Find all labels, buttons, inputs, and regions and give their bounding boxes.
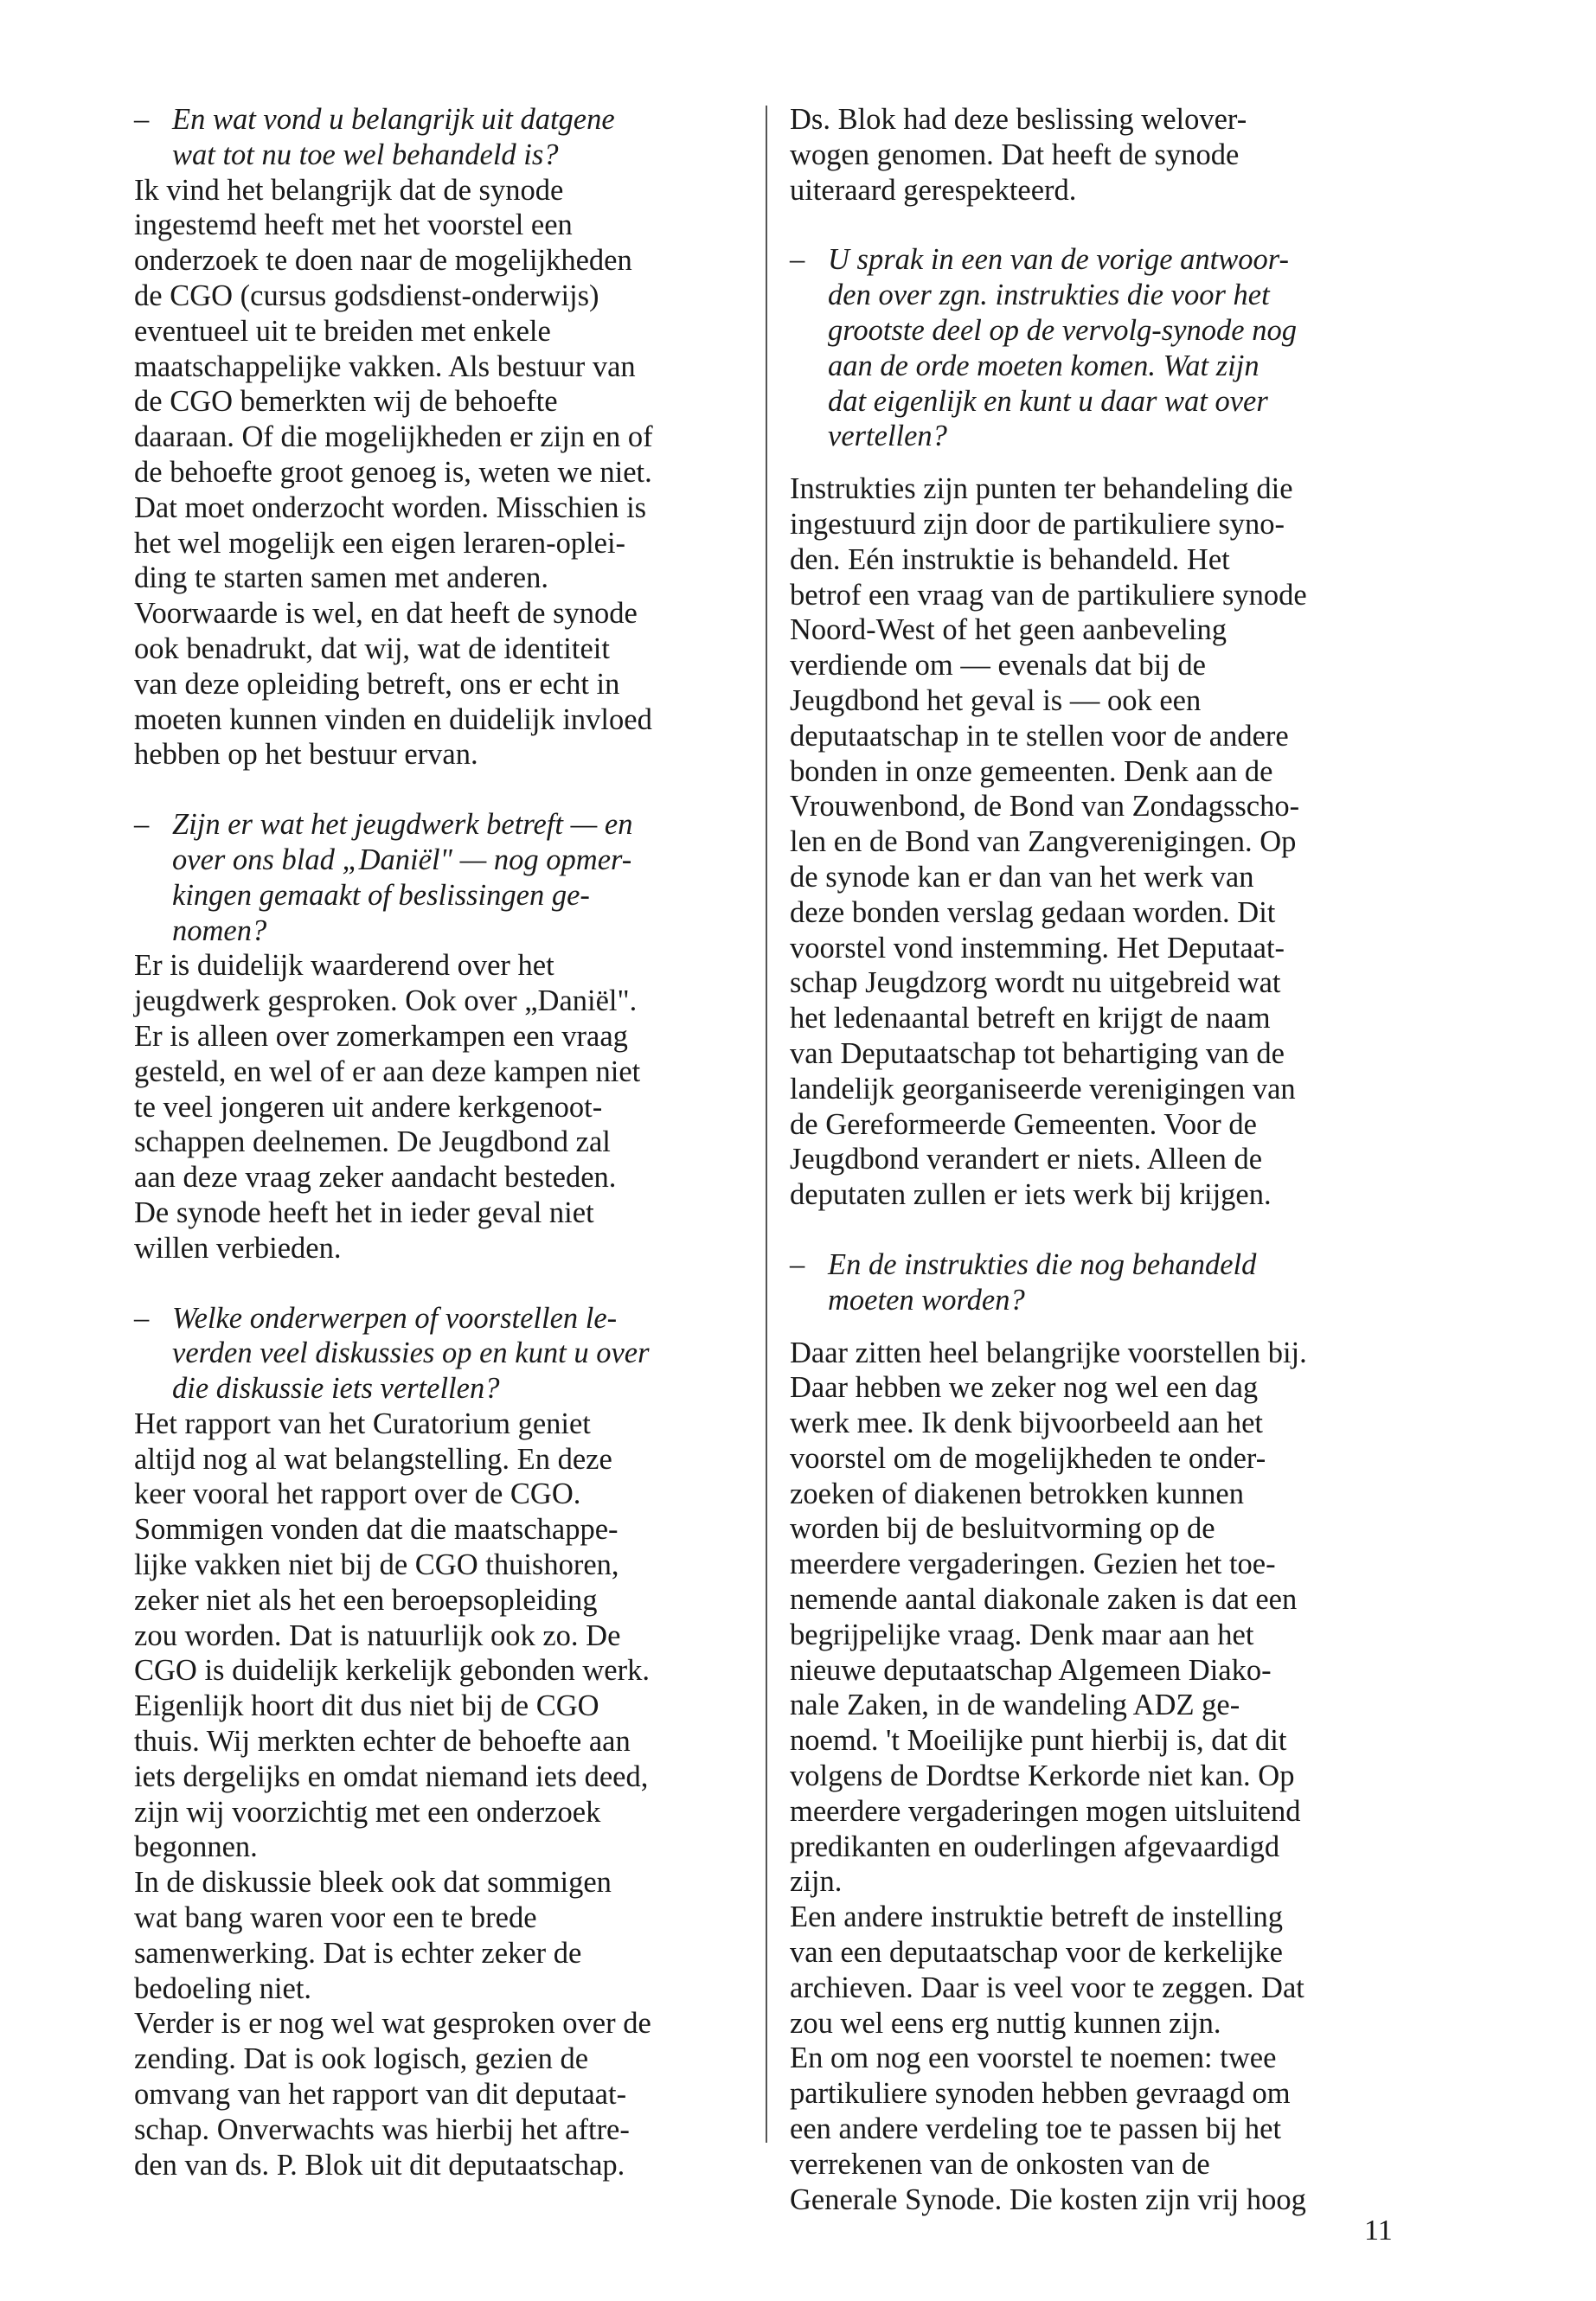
text-line: En de instrukties die nog behandeld [828, 1247, 1257, 1281]
text-line: noemd. 't Moeilijke punt hierbij is, dat dit [790, 1724, 1287, 1758]
text-line: keer vooral het rapport over de CGO. [134, 1477, 581, 1511]
text-line: zending. Dat is ook logisch, gezien de [134, 2042, 589, 2076]
text-line: vertellen? [828, 420, 947, 453]
text-line: dat eigenlijk en kunt u daar wat over [828, 384, 1268, 418]
text-line: Eigenlijk hoort dit dus niet bij de CGO [134, 1689, 599, 1723]
text-line: grootste deel op de vervolg-synode nog [828, 313, 1297, 347]
text-line: een andere verdeling toe te passen bij het [790, 2112, 1282, 2146]
text-line: moeten kunnen vinden en duidelijk invloed [134, 702, 652, 736]
text-line: U sprak in een van de vorige antwoor- [828, 243, 1289, 277]
text-line: predikanten en ouderlingen afgevaardigd [790, 1830, 1280, 1863]
text-line: meerdere vergaderingen. Gezien het toe- [790, 1548, 1276, 1581]
text-line: wat bang waren voor een te brede [134, 1901, 537, 1935]
text-line: ingestuurd zijn door de partikuliere syno- [790, 507, 1285, 541]
question-1 [134, 102, 741, 173]
right-column [790, 102, 1400, 2217]
text-line: Welke onderwerpen of voorstellen le- [172, 1301, 618, 1335]
text-line: zou wel eens erg nuttig kunnen zijn. [790, 2006, 1221, 2040]
text-line: van deze opleiding betreft, ons er echt in [134, 667, 620, 701]
text-line: eventueel uit te breiden met enkele [134, 314, 551, 348]
text-line: van een deputaatschap voor de kerkelijke [790, 1936, 1283, 1970]
text-line: Jeugdbond het geval is — ook een [790, 683, 1202, 717]
text-line: zijn. [790, 1865, 843, 1899]
text-line: den over zgn. instrukties die voor het [828, 279, 1270, 312]
text-line: ingestemd heeft met het voorstel een [134, 208, 573, 242]
text-line: willen verbieden. [134, 1231, 342, 1265]
text-line: nomen? [172, 913, 267, 947]
question-3 [134, 1301, 741, 1407]
text-line: verdiende om — evenals dat bij de [790, 649, 1206, 683]
text-line: deputaatschap in te stellen voor de andere [790, 719, 1289, 753]
text-line: Daar zitten heel belangrijke voorstellen bij. [790, 1336, 1307, 1369]
text-line: kingen gemaakt of beslissingen ge- [172, 878, 590, 912]
text-line: hebben op het bestuur ervan. [134, 738, 478, 772]
text-line: begrijpelijke vraag. Denk maar aan het [790, 1618, 1254, 1651]
text-line: Er is duidelijk waarderend over het [134, 949, 554, 983]
text-line: Ik vind het belangrijk dat de synode [134, 173, 564, 207]
question-5 [790, 1247, 1400, 1318]
text-line: bedoeling niet. [134, 1971, 312, 2005]
answer-1 [134, 173, 741, 773]
text-line: En om nog een voorstel te noemen: twee [790, 2041, 1277, 2075]
text-line: Er is alleen over zomerkampen een vraag [134, 1019, 628, 1053]
text-line: moeten worden? [828, 1283, 1025, 1317]
answer-4 [790, 471, 1400, 1213]
text-line: nieuwe deputaatschap Algemeen Diako- [790, 1653, 1272, 1687]
text-line: partikuliere synoden hebben gevraagd om [790, 2077, 1291, 2111]
text-line: over ons blad „Daniël" — nog opmer- [172, 843, 632, 876]
text-line: den van ds. P. Blok uit dit deputaatschap. [134, 2148, 625, 2182]
text-line: worden bij de besluitvorming op de [790, 1512, 1215, 1546]
text-line: Sommigen vonden dat die maatschappe- [134, 1513, 619, 1547]
text-line: Instrukties zijn punten ter behandeling die [790, 472, 1293, 506]
text-line: de CGO bemerkten wij de behoefte [134, 385, 558, 419]
text-line: aan de orde moeten komen. Wat zijn [828, 349, 1259, 382]
text-line: van Deputaatschap tot behartiging van de [790, 1036, 1285, 1070]
text-line: het ledenaantal betreft en krijgt de naam [790, 1002, 1271, 1035]
text-line: Jeugdbond verandert er niets. Alleen de [790, 1143, 1263, 1176]
text-line: daaraan. Of die mogelijkheden er zijn en of [134, 420, 653, 454]
text-line: ding te starten samen met anderen. [134, 561, 548, 595]
text-line: Generale Synode. Die kosten zijn vrij hoog [790, 2182, 1306, 2216]
text-line: Voorwaarde is wel, en dat heeft de synode [134, 597, 638, 631]
text-line: schap Jeugdzorg wordt nu uitgebreid wat [790, 966, 1281, 1000]
page-number: 11 [1364, 2214, 1393, 2247]
text-line: uiteraard gerespekteerd. [790, 173, 1077, 207]
text-line: Het rapport van het Curatorium geniet [134, 1407, 591, 1440]
text-line: len en de Bond van Zangverenigingen. Op [790, 825, 1297, 859]
text-line: schap. Onverwachts was hierbij het aftre- [134, 2112, 630, 2146]
text-line: thuis. Wij merkten echter de behoefte aan [134, 1725, 631, 1759]
text-line: betrof een vraag van de partikuliere synode [790, 578, 1307, 612]
text-line: De synode heeft het in ieder geval niet [134, 1195, 594, 1229]
text-line: archieven. Daar is veel voor te zeggen. Dat [790, 1971, 1304, 2004]
text-line: altijd nog al wat belangstelling. En deze [134, 1442, 612, 1476]
text-line: te veel jongeren uit andere kerkgenoot- [134, 1090, 603, 1124]
text-line: de synode kan er dan van het werk van [790, 860, 1254, 894]
question-dash: – [134, 1301, 150, 1335]
text-line: jeugdwerk gesproken. Ook over „Daniël". [134, 984, 638, 1018]
text-line: samenwerking. Dat is echter zeker de [134, 1936, 582, 1970]
text-line: Noord-West of het geen aanbeveling [790, 613, 1227, 647]
text-line: onderzoek te doen naar de mogelijkheden [134, 244, 632, 278]
text-line: zijn wij voorzichtig met een onderzoek [134, 1795, 601, 1829]
text-line: verden veel diskussies op en kunt u over [172, 1336, 650, 1370]
text-line: omvang van het rapport van dit deputaat- [134, 2078, 627, 2112]
text-line: maatschappelijke vakken. Als bestuur van [134, 349, 636, 383]
text-line: de CGO (cursus godsdienst-onderwijs) [134, 279, 599, 312]
column-divider [766, 106, 767, 2143]
text-line: Vrouwenbond, de Bond van Zondagsscho- [790, 790, 1300, 824]
answer-2 [134, 948, 741, 1266]
text-line: het wel mogelijk een eigen leraren-oplei- [134, 526, 626, 560]
text-line: de Gereformeerde Gemeenten. Voor de [790, 1107, 1257, 1141]
text-line: Daar hebben we zeker nog wel een dag [790, 1371, 1259, 1405]
text-line: zoeken of diakenen betrokken kunnen [790, 1477, 1244, 1510]
text-line: Een andere instruktie betreft de instelling [790, 1900, 1284, 1934]
text-line: voorstel vond instemming. Het Deputaat- [790, 931, 1285, 965]
text-line: aan deze vraag zeker aandacht besteden. [134, 1161, 617, 1195]
text-line: ook benadrukt, dat wij, wat de identiteit [134, 631, 610, 665]
text-line: CGO is duidelijk kerkelijk gebonden werk. [134, 1654, 650, 1688]
answer-5 [790, 1336, 1400, 2218]
text-line: Ds. Blok had deze beslissing welover- [790, 103, 1247, 136]
text-line: zou worden. Dat is natuurlijk ook zo. De [134, 1618, 621, 1652]
text-line: Dat moet onderzocht worden. Misschien is [134, 490, 647, 524]
text-line: lijke vakken niet bij de CGO thuishoren, [134, 1548, 619, 1582]
text-line: nale Zaken, in de wandeling ADZ ge- [790, 1689, 1240, 1722]
question-2 [134, 807, 741, 948]
text-line: Zijn er wat het jeugdwerk betreft — en [172, 808, 633, 842]
question-4 [790, 242, 1400, 454]
text-line: volgens de Dordtse Kerkorde niet kan. Op [790, 1759, 1295, 1793]
text-line: begonnen. [134, 1830, 258, 1864]
text-line: wat tot nu toe wel behandeld is? [172, 138, 559, 171]
text-line: die diskussie iets vertellen? [172, 1372, 500, 1406]
text-line: wogen genomen. Dat heeft de synode [790, 138, 1240, 171]
text-line: zeker niet als het een beroepsopleiding [134, 1583, 598, 1617]
question-dash: – [134, 103, 150, 136]
text-line: gesteld, en wel of er aan deze kampen niet [134, 1054, 641, 1088]
text-line: deze bonden verslag gedaan worden. Dit [790, 895, 1276, 929]
text-line: iets dergelijks en omdat niemand iets deed, [134, 1759, 649, 1793]
text-line: den. Eén instruktie is behandeld. Het [790, 542, 1230, 576]
text-line: landelijk georganiseerde verenigingen van [790, 1072, 1296, 1106]
left-column [134, 102, 741, 2182]
text-line: schappen deelnemen. De Jeugdbond zal [134, 1125, 611, 1159]
text-line: Verder is er nog wel wat gesproken over de [134, 2007, 651, 2041]
text-line: meerdere vergaderingen mogen uitsluitend [790, 1794, 1301, 1828]
text-line: nemende aantal diakonale zaken is dat een [790, 1583, 1298, 1617]
text-line: deputaten zullen er iets werk bij krijgen. [790, 1178, 1272, 1212]
answer-3 [134, 1407, 741, 2183]
text-line: werk mee. Ik denk bijvoorbeeld aan het [790, 1407, 1263, 1440]
text-line: bonden in onze gemeenten. Denk aan de [790, 754, 1273, 788]
question-dash: – [790, 243, 805, 277]
text-line: voorstel om de mogelijkheden te onder- [790, 1441, 1266, 1475]
text-line: de behoefte groot genoeg is, weten we niet. [134, 455, 652, 489]
text-line: verrekenen van de onkosten van de [790, 2147, 1210, 2181]
paragraph-continuation [790, 102, 1400, 208]
text-line: In de diskussie bleek ook dat sommigen [134, 1866, 612, 1900]
question-dash: – [134, 808, 150, 842]
question-dash: – [790, 1247, 805, 1281]
text-line: En wat vond u belangrijk uit datgene [172, 103, 615, 136]
